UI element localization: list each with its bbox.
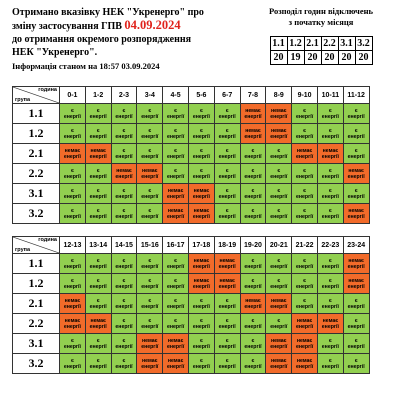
summary-group-3-2: 3.2 [355,37,372,51]
power-off-cell: немає енергії [266,124,292,144]
power-on-cell: є енергії [214,204,240,224]
power-on-cell: є енергії [214,124,240,144]
power-on-cell: є енергії [163,314,189,334]
power-on-cell: є енергії [137,254,163,274]
power-on-cell: є енергії [111,144,137,164]
power-on-cell: є енергії [85,294,111,314]
power-on-cell: є енергії [343,294,369,314]
summary-groups-row [270,37,372,51]
power-off-cell: немає енергії [292,354,318,374]
power-on-cell: є енергії [111,124,137,144]
hours-row [13,87,370,104]
power-on-cell: є енергії [266,144,292,164]
power-on-cell: є енергії [292,124,318,144]
power-on-cell: є енергії [111,254,137,274]
power-off-cell: немає енергії [163,354,189,374]
group-label: 1.1 [13,254,60,274]
power-on-cell: є енергії [266,314,292,334]
power-on-cell: є енергії [240,274,266,294]
power-on-cell: є енергії [266,204,292,224]
power-off-cell: немає енергії [266,334,292,354]
group-label: 1.2 [13,274,60,294]
hour-header: 14-15 [111,237,137,254]
power-on-cell: є енергії [60,354,86,374]
power-off-cell: немає енергії [137,354,163,374]
power-on-cell: є енергії [163,294,189,314]
hour-header: 18-19 [214,237,240,254]
summary-group-2-1: 2.1 [304,37,321,51]
summary-panel [262,6,380,65]
power-on-cell: є енергії [317,274,343,294]
power-off-cell: немає енергії [292,334,318,354]
power-off-cell: немає енергії [85,314,111,334]
power-off-cell: немає енергії [240,294,266,314]
group-row [13,144,370,164]
power-on-cell: є енергії [60,124,86,144]
notice-line-2-prefix: зміну застосування ГПВ [12,21,125,32]
group-label: 3.2 [13,354,60,374]
power-on-cell: є енергії [266,274,292,294]
hour-header: 9-10 [292,87,318,104]
power-on-cell: є енергії [137,204,163,224]
notice-line-2 [12,19,262,33]
notice-date: 04.09.2024 [124,18,181,32]
power-on-cell: є енергії [292,274,318,294]
group-row [13,334,370,354]
power-on-cell: є енергії [188,124,214,144]
power-on-cell: є енергії [343,124,369,144]
info-timestamp: Інформація станом на 18:57 03.09.2024 [12,61,160,71]
power-on-cell: є енергії [60,334,86,354]
group-axis-label: група [15,247,31,253]
group-row [13,314,370,334]
power-on-cell: є енергії [188,294,214,314]
corner-cell [13,237,60,254]
hour-header: 12-13 [60,237,86,254]
power-on-cell: є енергії [111,314,137,334]
schedule-table-1 [12,86,370,224]
power-on-cell: є енергії [240,144,266,164]
power-on-cell: є енергії [240,354,266,374]
power-on-cell: є енергії [343,104,369,124]
hour-header: 13-14 [85,237,111,254]
power-on-cell: є енергії [111,184,137,204]
power-off-cell: немає енергії [188,254,214,274]
power-on-cell: є енергії [292,104,318,124]
power-on-cell: є енергії [60,204,86,224]
power-on-cell: є енергії [137,104,163,124]
power-on-cell: є енергії [188,314,214,334]
power-on-cell: є енергії [292,204,318,224]
power-off-cell: немає енергії [111,164,137,184]
power-on-cell: є енергії [214,314,240,334]
power-on-cell: є енергії [317,204,343,224]
power-on-cell: є енергії [163,124,189,144]
power-on-cell: є енергії [214,334,240,354]
power-on-cell: є енергії [214,164,240,184]
hour-header: 4-5 [163,87,189,104]
power-off-cell: немає енергії [188,274,214,294]
power-on-cell: є енергії [343,354,369,374]
hour-header: 20-21 [266,237,292,254]
summary-value-2-2: 20 [321,51,338,65]
schedule-table-2 [12,236,370,374]
summary-value-3-1: 20 [338,51,355,65]
power-on-cell: є енергії [317,334,343,354]
power-on-cell: є енергії [214,354,240,374]
group-row [13,164,370,184]
power-on-cell: є енергії [240,204,266,224]
group-row [13,104,370,124]
power-on-cell: є енергії [317,354,343,374]
power-off-cell: немає енергії [60,144,86,164]
power-on-cell: є енергії [266,184,292,204]
group-row [13,184,370,204]
power-on-cell: є енергії [137,274,163,294]
summary-title-2: з початку місяця [288,17,354,27]
summary-value-3-2: 20 [355,51,372,65]
power-off-cell: немає енергії [60,294,86,314]
power-on-cell: є енергії [163,254,189,274]
power-on-cell: є енергії [188,104,214,124]
power-on-cell: є енергії [343,334,369,354]
power-on-cell: є енергії [60,164,86,184]
notice-header [12,6,262,73]
power-on-cell: є енергії [111,274,137,294]
power-on-cell: є енергії [60,184,86,204]
power-on-cell: є енергії [111,354,137,374]
hour-header: 16-17 [163,237,189,254]
power-on-cell: є енергії [214,294,240,314]
hours-row [13,237,370,254]
hour-header: 10-11 [317,87,343,104]
power-on-cell: є енергії [85,254,111,274]
power-on-cell: є енергії [163,274,189,294]
power-on-cell: є енергії [214,144,240,164]
power-on-cell: є енергії [317,184,343,204]
power-off-cell: немає енергії [188,184,214,204]
power-on-cell: є енергії [240,254,266,274]
power-on-cell: є енергії [240,164,266,184]
power-on-cell: є енергії [111,204,137,224]
group-label: 1.1 [13,104,60,124]
summary-value-1-1: 20 [270,51,287,65]
power-on-cell: є енергії [292,184,318,204]
hour-header: 1-2 [85,87,111,104]
power-on-cell: є енергії [317,254,343,274]
power-on-cell: є енергії [137,184,163,204]
hour-header: 5-6 [188,87,214,104]
group-label: 2.1 [13,294,60,314]
power-on-cell: є енергії [111,334,137,354]
power-on-cell: є енергії [317,164,343,184]
group-row [13,124,370,144]
group-row [13,274,370,294]
group-row [13,204,370,224]
corner-cell [13,87,60,104]
power-on-cell: є енергії [163,104,189,124]
hour-header: 17-18 [188,237,214,254]
power-on-cell: є енергії [85,204,111,224]
summary-group-1-1: 1.1 [270,37,287,51]
power-off-cell: немає енергії [137,164,163,184]
power-on-cell: є енергії [111,294,137,314]
power-off-cell: немає енергії [163,204,189,224]
power-on-cell: є енергії [343,314,369,334]
power-off-cell: немає енергії [343,254,369,274]
power-on-cell: є енергії [85,184,111,204]
power-on-cell: є енергії [188,354,214,374]
power-on-cell: є енергії [60,254,86,274]
power-off-cell: немає енергії [317,144,343,164]
group-axis-label: група [15,97,31,103]
hour-header: 7-8 [240,87,266,104]
power-on-cell: є енергії [240,184,266,204]
summary-values-row [270,51,372,65]
power-on-cell: є енергії [292,164,318,184]
power-on-cell: є енергії [85,164,111,184]
notice-line-4: НЕК "Укренерго". [12,47,98,58]
power-on-cell: є енергії [292,294,318,314]
hour-header: 8-9 [266,87,292,104]
power-on-cell: є енергії [317,104,343,124]
power-off-cell: немає енергії [292,314,318,334]
summary-title-1: Розподіл годин відключень [268,6,374,16]
summary-group-2-2: 2.2 [321,37,338,51]
group-label: 3.1 [13,334,60,354]
hour-header: 23-24 [343,237,369,254]
summary-value-1-2: 19 [287,51,304,65]
group-label: 2.2 [13,314,60,334]
power-on-cell: є енергії [240,334,266,354]
power-on-cell: є енергії [137,294,163,314]
power-off-cell: немає енергії [266,294,292,314]
power-off-cell: немає енергії [266,354,292,374]
group-row [13,354,370,374]
power-off-cell: немає енергії [343,204,369,224]
power-off-cell: немає енергії [317,314,343,334]
power-off-cell: немає енергії [137,334,163,354]
power-off-cell: немає енергії [188,204,214,224]
group-label: 3.2 [13,204,60,224]
group-label: 3.1 [13,184,60,204]
summary-value-2-1: 20 [304,51,321,65]
power-off-cell: немає енергії [343,164,369,184]
power-on-cell: є енергії [266,254,292,274]
hour-header: 22-23 [317,237,343,254]
power-on-cell: є енергії [214,104,240,124]
hour-header: 15-16 [137,237,163,254]
power-on-cell: є енергії [163,164,189,184]
power-on-cell: є енергії [188,144,214,164]
power-off-cell: немає енергії [163,334,189,354]
hour-header: 21-22 [292,237,318,254]
power-off-cell: немає енергії [85,144,111,164]
power-on-cell: є енергії [317,294,343,314]
power-on-cell: є енергії [85,124,111,144]
group-label: 2.2 [13,164,60,184]
power-off-cell: немає енергії [292,144,318,164]
power-on-cell: є енергії [85,104,111,124]
power-on-cell: є енергії [163,144,189,164]
power-on-cell: є енергії [188,164,214,184]
power-on-cell: є енергії [85,274,111,294]
hour-header: 3-4 [137,87,163,104]
power-off-cell: немає енергії [240,104,266,124]
power-on-cell: є енергії [266,164,292,184]
power-on-cell: є енергії [343,184,369,204]
hour-header: 6-7 [214,87,240,104]
notice-line-1: Отримано вказівку НЕК "Укренерго" про [12,7,204,18]
power-on-cell: є енергії [137,314,163,334]
summary-table [270,36,373,65]
power-off-cell: немає енергії [266,104,292,124]
power-on-cell: є енергії [292,254,318,274]
power-on-cell: є енергії [343,144,369,164]
summary-group-3-1: 3.1 [338,37,355,51]
hour-header: 19-20 [240,237,266,254]
power-on-cell: є енергії [111,104,137,124]
power-on-cell: є енергії [240,314,266,334]
power-on-cell: є енергії [85,354,111,374]
power-off-cell: немає енергії [343,274,369,294]
power-on-cell: є енергії [85,334,111,354]
hour-header: 0-1 [60,87,86,104]
hour-header: 2-3 [111,87,137,104]
power-off-cell: немає енергії [214,254,240,274]
hour-axis-label: година [38,237,57,243]
notice-line-3: до отримання окремого розпорядження [12,34,192,45]
group-label: 2.1 [13,144,60,164]
power-on-cell: є енергії [317,124,343,144]
power-on-cell: є енергії [137,124,163,144]
power-off-cell: немає енергії [60,314,86,334]
hour-axis-label: година [38,87,57,93]
power-off-cell: немає енергії [163,184,189,204]
group-label: 1.2 [13,124,60,144]
power-off-cell: немає енергії [214,274,240,294]
power-on-cell: є енергії [60,104,86,124]
power-on-cell: є енергії [188,334,214,354]
group-row [13,294,370,314]
power-on-cell: є енергії [60,274,86,294]
power-off-cell: немає енергії [240,124,266,144]
power-on-cell: є енергії [214,184,240,204]
summary-group-1-2: 1.2 [287,37,304,51]
group-row [13,254,370,274]
power-on-cell: є енергії [137,144,163,164]
hour-header: 11-12 [343,87,369,104]
